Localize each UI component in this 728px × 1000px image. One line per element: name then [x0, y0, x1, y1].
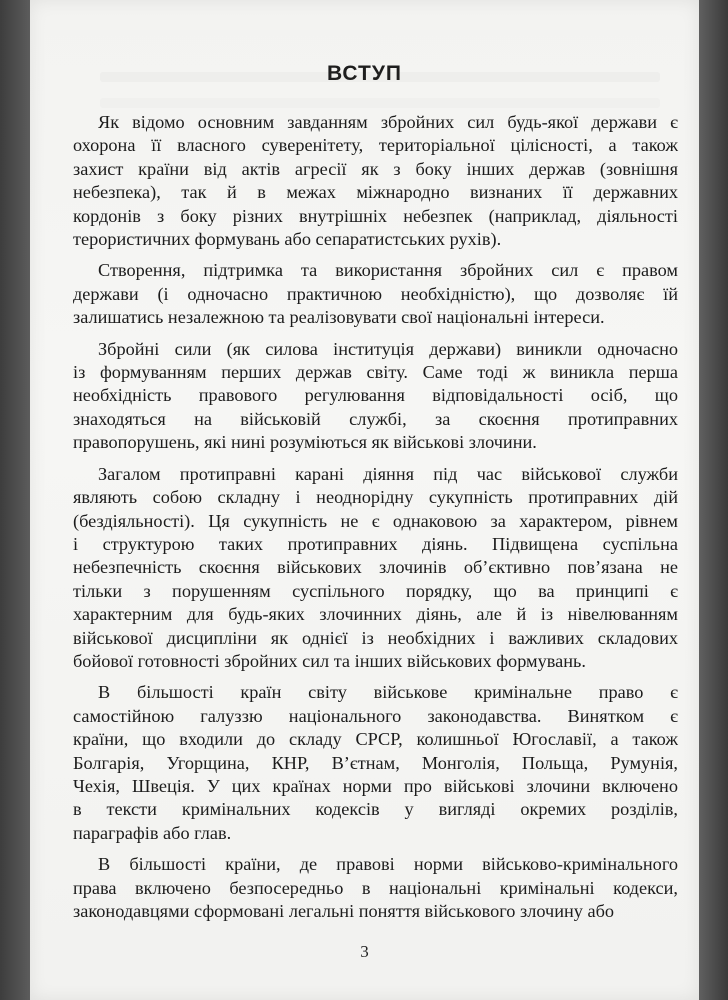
document-page: [30, 0, 699, 1000]
text-line: небезпечність скоєння військових злочинів об’єктивно пов’язана не: [73, 557, 678, 578]
page-number: 3: [360, 942, 369, 961]
text-line: тільки з порушенням суспільного порядку, що ва принципі є: [73, 580, 678, 601]
text-line: правопорушень, які нині розуміються як військові злочини.: [73, 432, 537, 453]
paragraph: [73, 463, 678, 674]
text-line: (бездіяльності). Ця сукупність не є однаковою за характером, рівнем: [73, 510, 678, 531]
scan-background-left: [0, 0, 30, 1000]
paragraph: [73, 259, 678, 329]
text-line: охорона її власного суверенітету, територіальної цілісності, а також: [73, 135, 678, 156]
text-line: бойової готовності збройних сил та інших військових формувань.: [73, 650, 586, 671]
paragraph: [73, 853, 678, 923]
text-line: необхідність правового регулювання відповідальності осіб, що: [73, 385, 678, 406]
text-line: законодавцями сформовані легальні поняття військового злочину або: [73, 901, 615, 921]
scan-background-right: [699, 0, 728, 1000]
text-line: Болгарія, Угорщина, КНР, В’єтнам, Монголія, Польща, Румунія,: [73, 752, 678, 773]
text-line: Створення, підтримка та використання збройних сил є правом: [98, 260, 678, 281]
text-line: знаходяться на військовій службі, за скоєння протиправних: [73, 408, 678, 429]
text-line: параграфів або глав.: [73, 822, 232, 843]
text-line: в тексти кримінальних кодексів у вигляді окремих розділів,: [73, 799, 678, 820]
show-through-stain: [100, 98, 660, 108]
text-line: кордонів з боку різних внутрішніх небезпек (наприклад, діяльності: [73, 205, 678, 226]
document-body: [73, 111, 678, 931]
text-line: самостійною галуззю національного законодавства. Винятком є: [73, 705, 678, 726]
text-line: В більшості країн світу військове кримінальне право є: [98, 682, 678, 703]
text-line: із формуванням перших держав світу. Саме тоді ж виникла перша: [73, 362, 678, 383]
text-line: терористичних формувань або сепаратистських рухів).: [73, 229, 502, 250]
text-line: Збройні сили (як силова інституція держави) виникли одночасно: [98, 338, 678, 359]
text-line: залишатись незалежною та реалізовувати свої національні інтереси.: [73, 307, 605, 328]
text-line: Чехія, Швеція. У цих країнах норми про військові злочини включено: [73, 775, 678, 796]
text-line: небезпека), так й в межах міжнародно визнаних її державних: [73, 182, 678, 203]
text-line: являють собою складну і неоднорідну сукупність протиправних дій: [73, 487, 678, 508]
text-line: В більшості країни, де правові норми військово-кримінального: [98, 854, 678, 875]
text-line: країни, що входили до складу СРСР, колишньої Югославії, а також: [73, 729, 678, 750]
text-line: і структурою таких протиправних діянь. Підвищена суспільна: [73, 533, 678, 554]
text-line: права включено безпосередньо в національні кримінальні кодекси,: [73, 877, 678, 898]
text-line: Загалом протиправні карані діяння під час військової служби: [98, 463, 678, 484]
text-line: військової дисципліни як однієї із необхідних і важливих складових: [73, 627, 678, 648]
paragraph: [73, 338, 678, 455]
page-title: ВСТУП: [327, 62, 402, 85]
text-line: характерним для будь-яких злочинних діянь, але й із нівелюванням: [73, 604, 678, 625]
text-line: держави (і одночасно практичною необхідністю), що дозволяє їй: [73, 283, 678, 304]
paragraph: [73, 681, 678, 845]
paragraph: [73, 111, 678, 251]
text-line: захист країни від актів агресії як з боку інших держав (зовнішня: [73, 158, 678, 179]
text-line: Як відомо основним завданням збройних сил будь-якої держави є: [98, 112, 678, 132]
